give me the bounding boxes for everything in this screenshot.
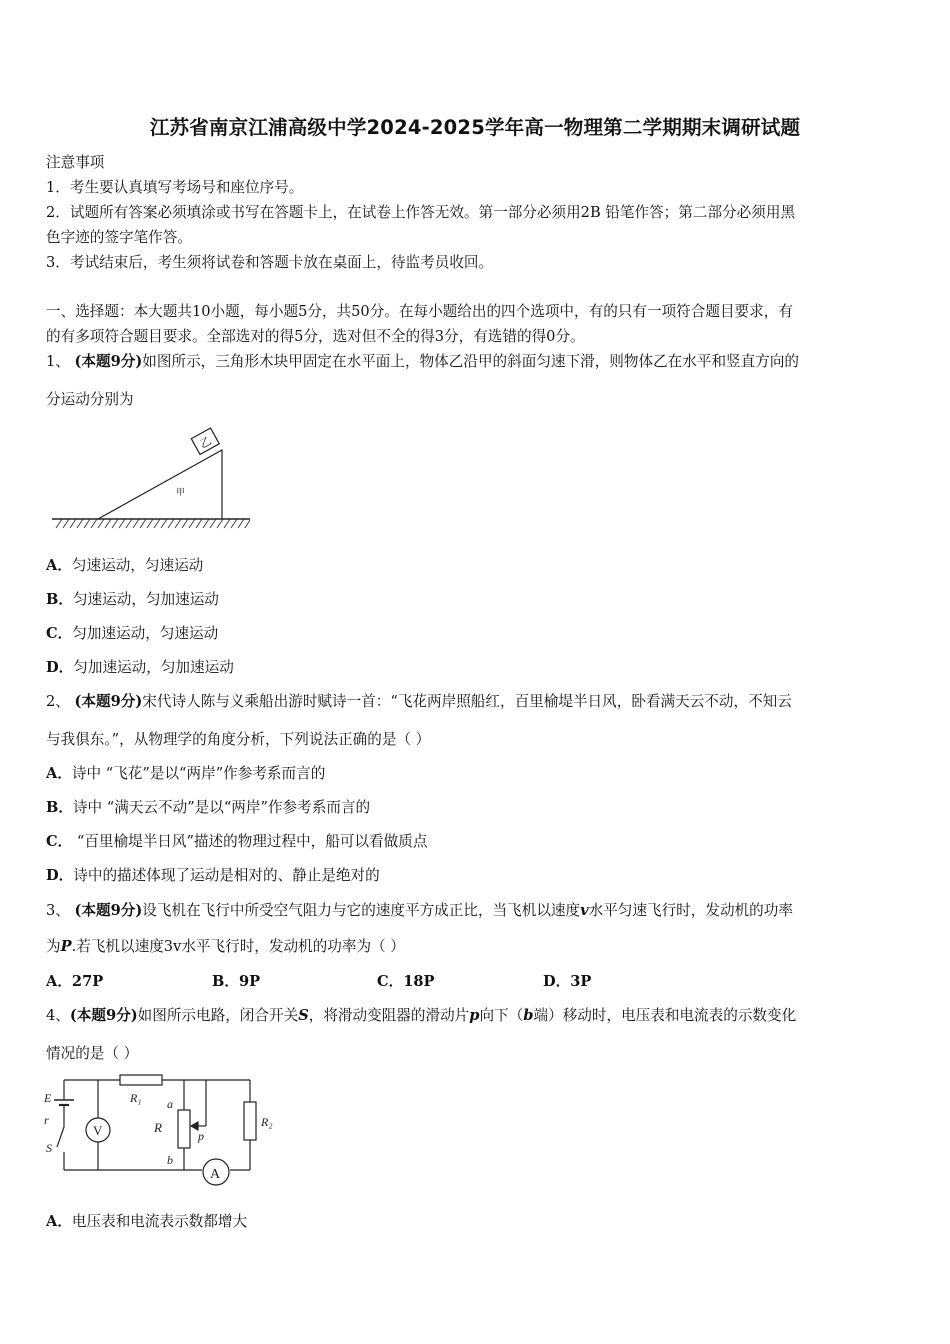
q2-option-d [46, 866, 380, 886]
q2-option-c-key: C． [46, 833, 73, 850]
question-2-line-1 [46, 692, 906, 712]
label-r-rheostat: R [154, 1120, 162, 1135]
q4-option-a-key: A． [46, 1213, 72, 1230]
q3-option-c-key: C． [377, 973, 404, 990]
question-4-number: 4、 [46, 1007, 70, 1024]
q4-option-a [46, 1212, 247, 1232]
q4-option-a-text: 电压表和电流表示数都增大 [71, 1213, 248, 1230]
q2-option-d-text: 诗中的描述体现了运动是相对的、静止是绝对的 [73, 867, 380, 884]
label-r2: R₂ [261, 1115, 273, 1129]
question-4-text-b: ，将滑动变阻器的滑动片 [308, 1007, 470, 1024]
wedge-jia-label: 甲 [176, 487, 186, 497]
question-3-text-b: 水平匀速飞行时，发动机的功率 [588, 902, 793, 919]
q1-option-b-text: 匀速运动，匀加速运动 [72, 591, 219, 608]
question-3-text-a: 设飞机在飞行中所受空气阻力与它的速度平方成正比，当飞机以速度 [142, 902, 581, 919]
label-e: E [44, 1091, 52, 1105]
label-s: S [46, 1141, 52, 1155]
notice-item-3: 3．考试结束后，考生须将试卷和答题卡放在桌面上，待监考员收回。 [46, 254, 494, 271]
slider-arrow [191, 1122, 198, 1130]
q3-option-a [46, 972, 103, 992]
q3-option-b-text: 9P [238, 973, 261, 990]
question-2-text: 宋代诗人陈与义乘船出游时赋诗一首：“飞花两岸照船红，百里榆堤半日风，卧看满天云不动，不知云 [142, 693, 792, 710]
q3-option-d-key: D． [543, 973, 571, 990]
q1-option-d-key: D． [46, 659, 74, 676]
question-3-line-2 [46, 937, 906, 957]
q3-option-a-key: A． [46, 973, 72, 990]
q2-option-a-text: 诗中 “飞花”是以“两岸”作参考系而言的 [71, 765, 326, 782]
question-3-var-v: v [580, 902, 589, 919]
q3-option-a-text: 27P [71, 973, 104, 990]
q3-option-d [543, 972, 591, 992]
q1-option-c-key: C． [46, 625, 73, 642]
label-a-meter: A [210, 1167, 221, 1182]
page-title: 江苏省南京江浦高级中学2024-2025学年高一物理第二学期期末调研试题 [149, 116, 801, 139]
label-p: p [198, 1129, 204, 1143]
label-v: V [93, 1123, 103, 1138]
question-3-score: (本题9分) [74, 902, 143, 919]
q1-option-c-text: 匀加速运动，匀速运动 [72, 625, 219, 642]
question-1-score: (本题9分) [74, 353, 143, 370]
question-3-text-d: .若飞机以速度3v水平飞行时，发动机的功率为（ ） [71, 938, 405, 955]
resistor-r2 [244, 1102, 256, 1140]
resistor-r1 [120, 1075, 162, 1085]
question-4-var-b: b [523, 1007, 534, 1024]
q3-option-b-key: B． [212, 973, 239, 990]
q3-option-d-text: 3P [570, 973, 592, 990]
switch-blade [57, 1127, 64, 1147]
block-yi-label: 乙 [198, 435, 214, 452]
question-4-line-2: 情况的是（ ） [46, 1045, 139, 1062]
question-3-number: 3、 [46, 902, 70, 919]
label-r: r [44, 1113, 49, 1127]
circuit-figure [44, 1072, 284, 1192]
q2-option-a [46, 764, 325, 784]
q2-option-d-key: D． [46, 867, 74, 884]
question-1-text: 如图所示，三角形木块甲固定在水平面上，物体乙沿甲的斜面匀速下滑，则物体乙在水平和竖直方向的 [142, 353, 800, 370]
q1-option-a [46, 556, 203, 576]
rheostat-r [178, 1110, 190, 1148]
question-4-var-p: p [469, 1007, 480, 1024]
question-4-text-c: 向下（ [479, 1007, 524, 1024]
q2-option-b-text: 诗中 “满天云不动”是以“两岸”作参考系而言的 [72, 799, 371, 816]
question-1-line-1 [46, 352, 906, 372]
label-r1: R₁ [130, 1091, 142, 1105]
label-a-end: a [167, 1097, 173, 1111]
question-2-line-2: 与我俱东。”，从物理学的角度分析，下列说法正确的是（ ） [46, 731, 431, 748]
question-3-var-p: P [60, 938, 72, 955]
notice-item-2b: 色字迹的签字笔作答。 [46, 229, 192, 246]
incline-figure [52, 428, 252, 528]
section-heading-line-1: 一、选择题：本大题共10小题，每小题5分，共50分。在每小题给出的四个选项中，有的只有一项符合题目要求，有 [46, 303, 793, 320]
q1-option-c [46, 624, 218, 644]
notice-heading: 注意事项 [46, 154, 105, 171]
label-b-end: b [167, 1153, 173, 1167]
q1-option-a-text: 匀速运动，匀速运动 [71, 557, 204, 574]
question-3-text-c: 为 [46, 938, 61, 955]
q3-option-b [212, 972, 260, 992]
block-yi [191, 428, 219, 454]
q3-option-c [377, 972, 435, 992]
q1-option-d [46, 658, 234, 678]
q3-option-c-text: 18P [403, 973, 435, 990]
notice-item-1: 1．考生要认真填写考场号和座位序号。 [46, 179, 304, 196]
question-4-score: (本题9分) [69, 1007, 138, 1024]
question-2-number: 2、 [46, 693, 70, 710]
question-3-line-1 [46, 901, 906, 921]
question-4-var-s: S [298, 1007, 309, 1024]
question-1-line-2: 分运动分别为 [46, 391, 134, 408]
q1-option-b [46, 590, 219, 610]
q2-option-b-key: B． [46, 799, 73, 816]
q2-option-c [46, 832, 427, 852]
question-4-text-d: 端）移动时，电压表和电流表的示数变化 [533, 1007, 797, 1024]
question-1-number: 1、 [46, 353, 70, 370]
notice-item-2a: 2．试题所有答案必须填涂或书写在答题卡上，在试卷上作答无效。第一部分必须用2B 铅笔作答；第二部分必须用黑 [46, 204, 796, 221]
ground-hatching [56, 519, 250, 528]
q2-option-a-key: A． [46, 765, 72, 782]
q2-option-c-text: “百里榆堤半日风”描述的物理过程中，船可以看做质点 [72, 833, 428, 850]
q1-option-b-key: B． [46, 591, 73, 608]
triangle-wedge [98, 450, 222, 519]
q1-option-d-text: 匀加速运动，匀加速运动 [73, 659, 234, 676]
question-4-text-a: 如图所示电路，闭合开关 [137, 1007, 299, 1024]
section-heading-line-2: 的有多项符合题目要求。全部选对的得5分，选对但不全的得3分，有选错的得0分。 [46, 328, 585, 345]
q2-option-b [46, 798, 370, 818]
question-4-line-1 [46, 1006, 906, 1026]
question-2-score: (本题9分) [74, 693, 143, 710]
q1-option-a-key: A． [46, 557, 72, 574]
